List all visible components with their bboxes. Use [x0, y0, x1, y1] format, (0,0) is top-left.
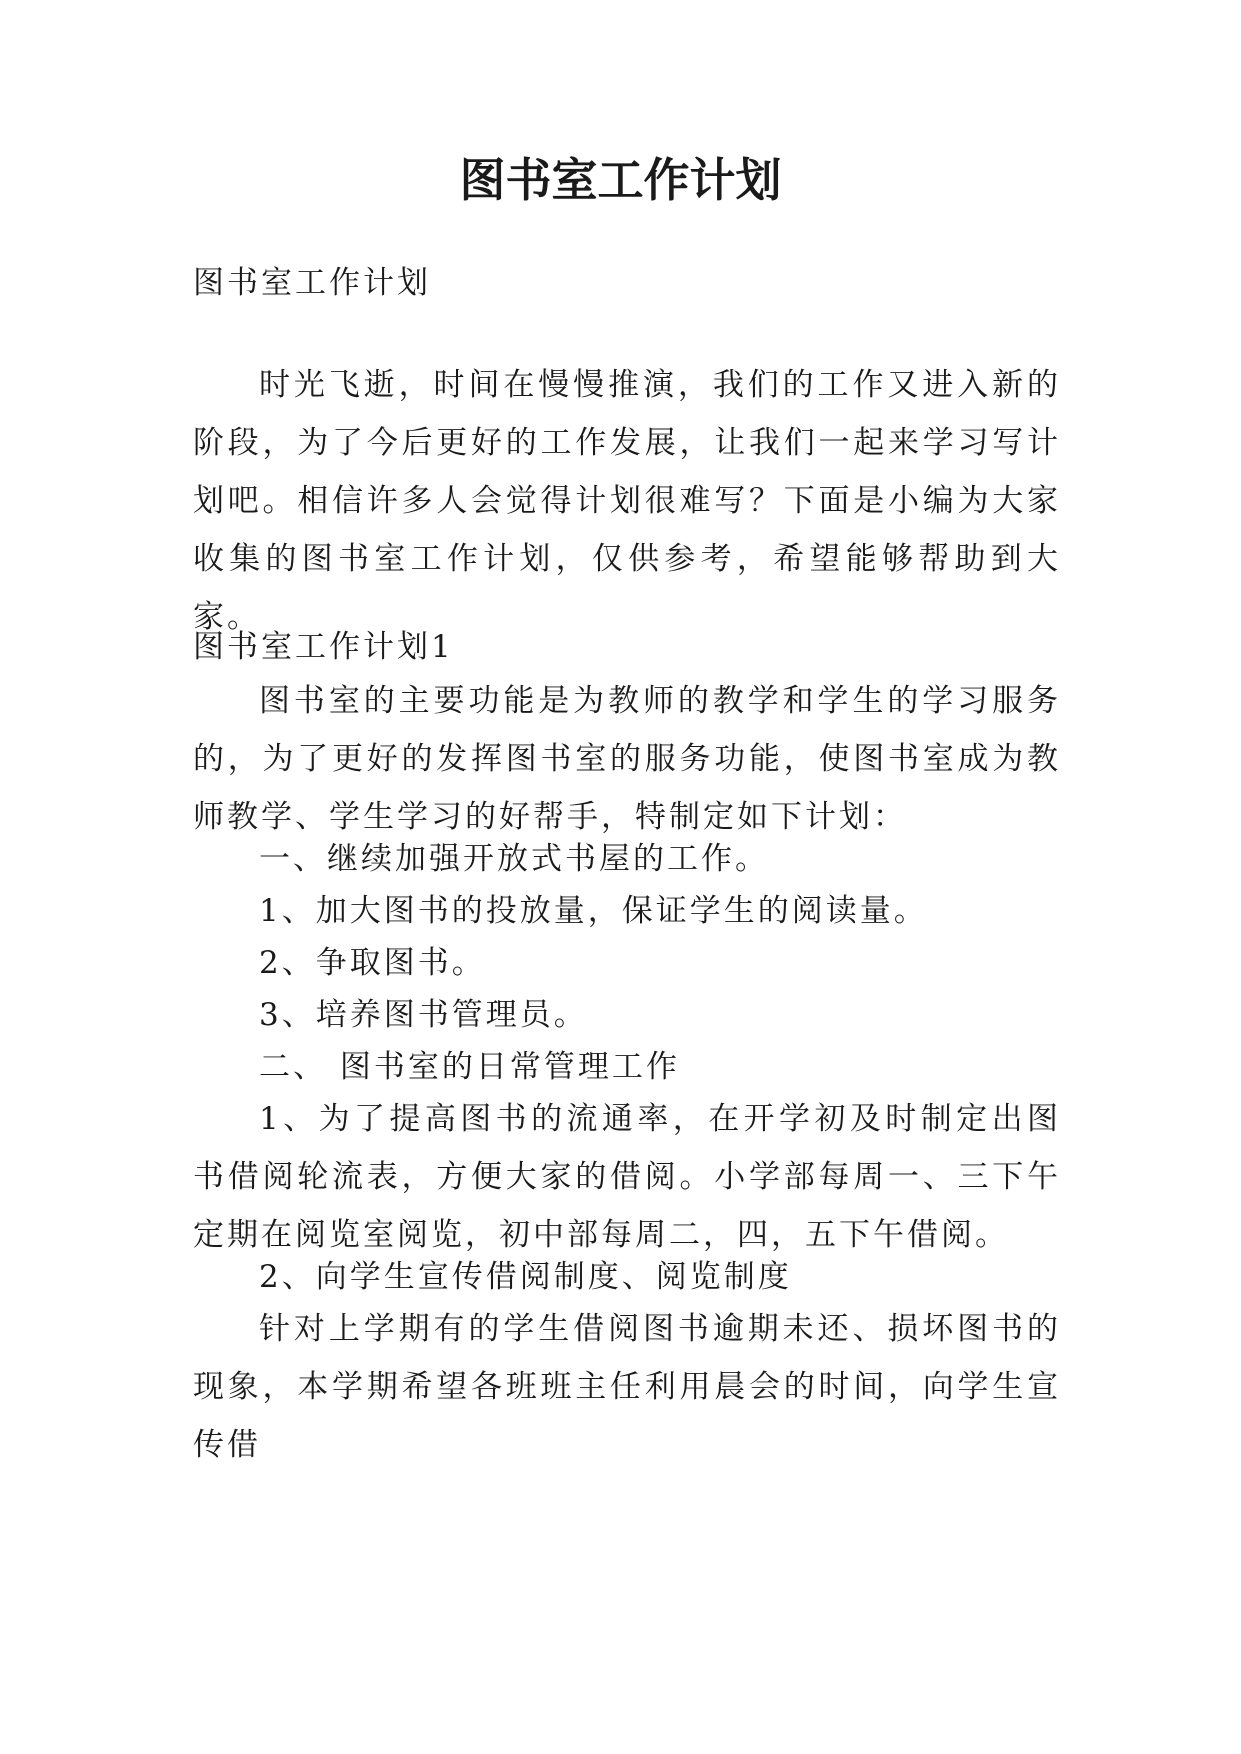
paragraph-item-1-1: 1、加大图书的投放量，保证学生的阅读量。 [259, 893, 928, 929]
paragraph-item-2-2: 2、向学生宣传借阅制度、阅览制度 [259, 1259, 792, 1295]
section-heading: 图书室工作计划1 [193, 629, 454, 665]
paragraph-item-1-3: 3、培养图书管理员。 [259, 997, 588, 1033]
document-title: 图书室工作计划 [459, 153, 782, 207]
paragraph-item-2-1: 1、为了提高图书的流通率，在开学初及时制定出图书借阅轮流表，方便大家的借阅。小学部每周一、三下午定期在阅览室阅览，初中部每周二，四，五下午借阅。 [193, 1101, 1061, 1253]
paragraph-item-1-2: 2、争取图书。 [259, 945, 486, 981]
subtitle: 图书室工作计划 [193, 265, 431, 301]
paragraph-item-one: 一、继续加强开放式书屋的工作。 [259, 841, 769, 877]
intro-paragraph: 时光飞逝，时间在慢慢推演，我们的工作又进入新的阶段，为了今后更好的工作发展，让我们一起来学习写计划吧。相信许多人会觉得计划很难写？下面是小编为大家收集的图书室工作计划，仅供参考，希望能够帮助到大家。 [193, 367, 1061, 635]
paragraph-item-2-2-detail: 针对上学期有的学生借阅图书逾期未还、损坏图书的现象，本学期希望各班班主任利用晨会的时间，向学生宣传借 [193, 1311, 1061, 1463]
paragraph-purpose: 图书室的主要功能是为教师的教学和学生的学习服务的，为了更好的发挥图书室的服务功能，使图书室成为教师教学、学生学习的好帮手，特制定如下计划： [193, 683, 1061, 835]
paragraph-item-two: 二、 图书室的日常管理工作 [259, 1049, 680, 1085]
